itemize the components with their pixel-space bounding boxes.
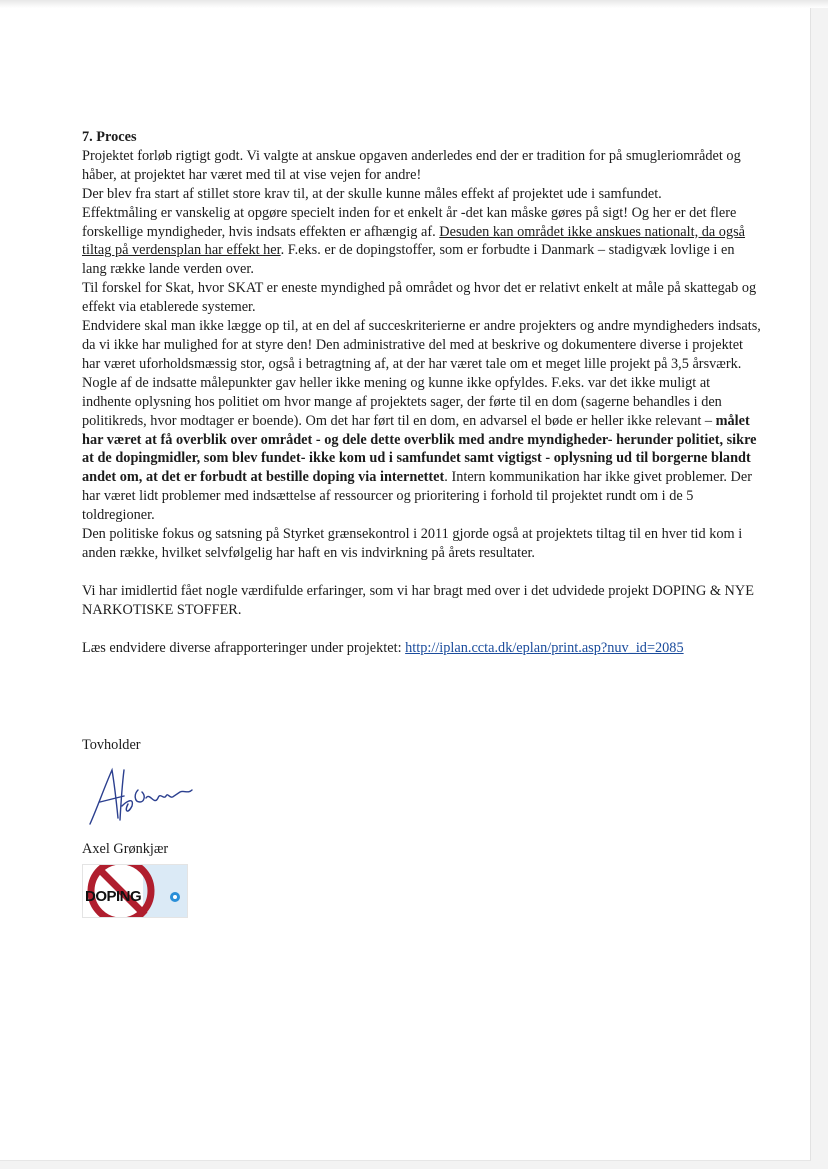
paragraph-4: Til forskel for Skat, hvor SKAT er eneste myndighed på området og hvor det er relativt enkelt at måle på skattegab og effekt via etablerede systemer. (82, 280, 757, 316)
signer-role: Tovholder (82, 737, 141, 753)
paragraph-5-text: Endvidere skal man ikke lægge op til, at en del af succeskriterierne er andre projekters og andre myndigheders indsats, da vi ikke har mulighed for at styre den! Den administrative del med at beskrive og dokumentere diverse i projektet har været uforholdsmæssig stor, også i betragtning af, at der har været tale om et meget lille projekt på 3,5 årsværk. Nogle af de indsatte målepunkter gav heller ikke mening og kunne ikke opfyldes. F.eks. var det ikke muligt at indhente oplysning hos politiet om hvor mange af projektets sager, der førte til en dom (sagerne behandles i den politikreds, hvor modtager er boende). Om det har ført til en dom, en advarsel el bøde er heller ikke relevant – (82, 318, 761, 429)
scan-edge (0, 0, 828, 8)
paragraph-1: Projektet forløb rigtigt godt. Vi valgte at anskue opgaven anderledes end der er tradition for på smugleriområdet og håber, at projektet har været med til at vise vejen for andre! (82, 147, 741, 183)
paragraph-5-bold: målet har været at få overblik over området - og dele dette overblik med andre myndigheder- herunder politiet, sikre at de dopingmidler, som blev fundet- ikke kom ud i samfundet samt vigtigst - oplysning ud til borgerne blandt andet om, at det er forbudt at bestille doping via internettet (82, 412, 757, 486)
paragraph-7: Vi har imidlertid fået nogle værdifulde erfaringer, som vi har bragt med over i det udvidede projekt DOPING & NYE NARKOTISKE STOFFER. (82, 582, 754, 618)
document-body (82, 128, 762, 658)
doping-logo (82, 864, 188, 918)
project-report-link[interactable]: http://iplan.ccta.dk/eplan/print.asp?nuv_id=2085 (405, 639, 684, 656)
paragraph-2: Der blev fra start af stillet store krav til, at der skulle kunne måles effekt af projektet ude i samfundet. (82, 185, 662, 202)
logo-word: DOPING (85, 888, 142, 905)
paragraph-3 (82, 204, 762, 280)
handwritten-signature (84, 762, 194, 832)
paragraph-3-text: Effektmåling er vanskelig at opgøre specielt inden for et enkelt år -det kan måske gøres på sigt! Og her er det flere forskellige myndigheder, hvis indsats effekten er afhængig af. (82, 204, 737, 240)
signature-block (82, 736, 382, 905)
paragraph-8 (82, 639, 762, 658)
paragraph-3-underlined: Desuden kan området ikke anskues nationalt, da også tiltag på verdensplan har effekt her (82, 223, 746, 259)
paragraph-5-end: . Intern kommunikation har ikke givet problemer. Der har været lidt problemer med indsættelse af ressourcer og prioritering i forhold til projektet rundt om i de 5 toldregioner. (82, 469, 752, 524)
paragraph-8-text: Læs endvidere diverse afrapporteringer under projektet: (82, 639, 406, 656)
signer-name: Axel Grønkjær (82, 841, 169, 857)
section-heading: 7. Proces (82, 129, 137, 145)
paragraph-5 (82, 317, 762, 525)
paragraph-3-end: . F.eks. er de dopingstoffer, som er forbudte i Danmark – stadigvæk lovlige i en lang række lande verden over. (82, 242, 735, 278)
paragraph-6: Den politiske fokus og satsning på Styrket grænsekontrol i 2011 gjorde også at projektets tiltag til en hver tid kom i anden række, hvilket selvfølgelig har haft en vis indvirkning på årets resultater. (82, 526, 743, 561)
